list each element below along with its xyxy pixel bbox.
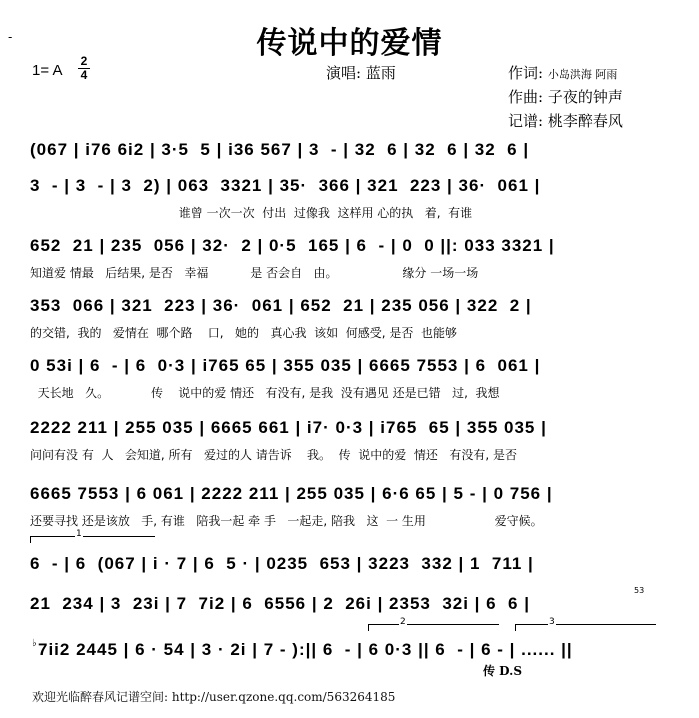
ds-marking: 传 D.S [483, 664, 523, 678]
lyrics-line-2: 谁曾 一次一次 付出 过像我 这样用 心的执 着, 有谁 [30, 206, 473, 220]
lyrics-line-4: 的交错, 我的 爱情在 哪个路 口, 她的 真心我 该如 何感受, 是否 也能够 [30, 326, 457, 340]
score-line-8: 6 - | 6 (067 | i · 7 | 6 5 · | 0235 653 | 3223 332 | 1 711 | [30, 554, 534, 573]
lyrics-line-7: 还要寻找 还是该放 手, 有谁 陪我一起 牵 手 一起走, 陪我 这 一 生用 爱守候。 [30, 514, 543, 528]
singer-credit: 演唱: 蓝雨 [326, 64, 396, 82]
key-signature: 1= A [32, 62, 63, 79]
grace-note: 53 [634, 586, 645, 595]
footer-link-text: 欢迎光临醉春风记谱空间: http://user.qzone.qq.com/563264185 [32, 690, 396, 704]
volta-label-2: 2 [400, 617, 406, 627]
lyricist-name: 小岛洪海 阿雨 [547, 68, 618, 81]
lyrics-line-5: 天长地 久。 传 说中的爱 情还 有没有, 是我 没有遇见 还是已错 过, 我想 [30, 386, 500, 400]
lyrics-line-3: 知道爱 情最 后结果, 是否 幸福 是 否会自 由。 缘分 一场一场 [30, 266, 479, 280]
score-line-5: 0 53i | 6 - | 6 0·3 | i765 65 | 355 035 | 6665 7553 | 6 061 | [30, 356, 541, 375]
volta-bracket-1 [30, 529, 155, 543]
transcriber-credit: 记谱: 桃李醉春风 [508, 112, 623, 130]
lyrics-line-6: 问问有没 有 人 会知道, 所有 爱过的人 请告诉 我。 传 说中的爱 情还 有没有, 是否 [30, 448, 517, 462]
time-signature-bottom: 4 [80, 68, 88, 82]
volta-bracket-2 [368, 617, 499, 631]
dash-mark: - [8, 30, 13, 44]
flat-sign: ♭ [32, 638, 37, 649]
volta-label-3: 3 [549, 617, 555, 627]
score-line-1: (067 | i76 6i2 | 3·5 5 | i36 567 | 3 - | 32 6 | 32 6 | 32 6 | [30, 140, 530, 159]
song-title: 传说中的爱情 [256, 26, 443, 61]
score-line-7: 6665 7553 | 6 061 | 2222 211 | 255 035 | 6·6 65 | 5 - | 0 756 | [30, 484, 553, 503]
score-line-3: 652 21 | 235 056 | 32· 2 | 0·5 165 | 6 - | 0 0 ||: 033 3321 | [30, 236, 555, 255]
score-line-9: 21 234 | 3 23i | 7 7i2 | 6 6556 | 2 26i | 2353 32i | 6 6 | [30, 594, 530, 613]
volta-label-1: 1 [76, 529, 82, 539]
time-signature-top: 2 [80, 54, 88, 68]
score-line-4: 353 066 | 321 223 | 36· 061 | 652 21 | 235 056 | 322 2 | [30, 296, 532, 315]
lyricist-label: 作词: [508, 64, 544, 82]
score-line-6: 2222 211 | 255 035 | 6665 661 | i7· 0·3 | i765 65 | 355 035 | [30, 418, 547, 437]
lyricist-credit [508, 62, 617, 83]
score-line-10: 7ii2 2445 | 6 · 54 | 3 · 2i | 7 - ):|| 6 - | 6 0·3 || 6 - | 6 - | ...... || [38, 640, 573, 659]
score-line-2: 3 - | 3 - | 3 2) | 063 3321 | 35· 366 | 321 223 | 36· 061 | [30, 176, 541, 195]
composer-credit: 作曲: 子夜的钟声 [508, 88, 623, 106]
time-signature [78, 56, 90, 81]
volta-bracket-3 [515, 617, 656, 631]
